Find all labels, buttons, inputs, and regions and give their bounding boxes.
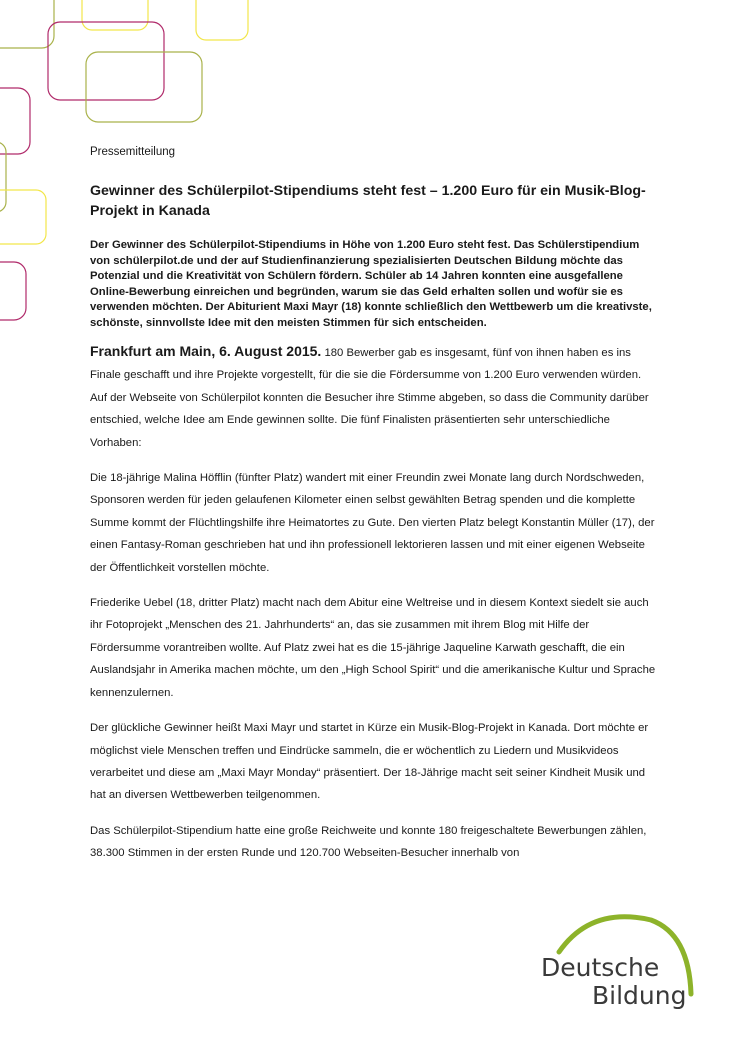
decor-rect-olive-center [86, 52, 202, 122]
logo-line-2: Bildung [592, 981, 687, 1010]
decor-rect-yellow-small [196, 0, 248, 40]
decor-rect-yellow-left [0, 190, 46, 244]
paragraph-1-text: 180 Bewerber gab es insgesamt, fünf von ihnen haben es ins Finale geschafft und ihre Projekte vorgestellt, für die sie die Fördersumme von 1.200 Euro verwenden würden. Auf der Webseite von Schülerpilot konnten die Besucher ihre Stimme abgeben, so dass die Community darüber entschied, welche Idee am Ende gewinnen sollte. Die fünf Finalisten präsentierten sehr unterschiedliche Vorhaben: [90, 347, 649, 449]
document-type-label: Pressemitteilung [90, 146, 176, 158]
dateline: Frankfurt am Main, 6. August 2015. [90, 343, 322, 359]
decor-rect-olive-left-lower [0, 142, 6, 212]
press-release-body [90, 146, 656, 878]
decor-rect-magenta-left-bottom [0, 262, 26, 320]
paragraph-5: Das Schülerpilot-Stipendium hatte eine große Reichweite und konnte 180 freigeschaltete Bewerbungen zählen, 38.300 Stimmen in der ersten Runde und 120.700 Webseiten-Besucher innerhalb von [90, 824, 647, 860]
decor-rect-magenta-center [48, 22, 164, 100]
logo-line-1: Deutsche [541, 953, 660, 982]
paragraph-4: Der glückliche Gewinner heißt Maxi Mayr und startet in Kürze ein Musik-Blog-Projekt in Kanada. Dort möchte er möglichst viele Menschen treffen und Eindrücke sammeln, die er wöchentlich zu Liedern und Musikvideos verarbeitet und diese am „Maxi Mayr Monday“ präsentiert. Der 18-Jährige macht seit seiner Kindheit Musik und hat an diversen Wettbewerben teilgenommen. [90, 722, 649, 802]
decor-rect-magenta-left-mid [0, 88, 30, 154]
press-release-title: Gewinner des Schülerpilot-Stipendiums steht fest – 1.200 Euro für ein Musik-Blog-Projekt in Kanada [90, 183, 646, 219]
decor-rect-olive-top-left [0, 0, 54, 48]
paragraph-2: Die 18-jährige Malina Höfflin (fünfter Platz) wandert mit einer Freundin zwei Monate lang durch Nordschweden, Sponsoren werden für jeden gelaufenen Kilometer einen selbst gewählten Betrag spenden und die komplette Summe kommt der Flüchtlingshilfe ihre Heimatortes zu Gute. Den vierten Platz belegt Konstantin Müller (17), der einen Fantasy-Roman geschrieben hat und ihn professionell lektorieren lassen und mit einer eigenen Webseite der Öffentlichkeit vorstellen möchte. [90, 472, 655, 574]
decor-rect-yellow-top [82, 0, 148, 30]
lead-paragraph: Der Gewinner des Schülerpilot-Stipendiums in Höhe von 1.200 Euro steht fest. Das Schülerstipendium von schülerpilot.de und der auf Studienfinanzierung spezialisierten Deutschen Bildung möchte das Potenzial und die Kreativität von Schülern fördern. Schüler ab 14 Jahren konnten eine ausgefallene Online-Bewerbung einreichen und begründen, warum sie das Geld erhalten sollen und wofür sie es verwenden möchten. Der Abiturient Maxi Mayr (18) konnte schließlich den Wettbewerb um die kreativste, schönste, sinnvollste Idee mit den meisten Stimmen für sich entscheiden. [90, 239, 652, 329]
deutsche-bildung-logo [533, 912, 703, 1016]
paragraph-3: Friederike Uebel (18, dritter Platz) macht nach dem Abitur eine Weltreise und in diesem Kontext siedelt sie auch ihr Fotoprojekt „Menschen des 21. Jahrhunderts“ an, das sie zusammen mit ihrem Blog mit Hilfe der Fördersumme vorantreiben wollte. Auf Platz zwei hat es die 15-jährige Jaqueline Karwath geschafft, die ein Auslandsjahr in Amerika machen möchte, um den „High School Spirit“ und die amerikanische Kultur und Sprache kennenzulernen. [90, 597, 656, 699]
paragraph-1 [90, 340, 656, 454]
